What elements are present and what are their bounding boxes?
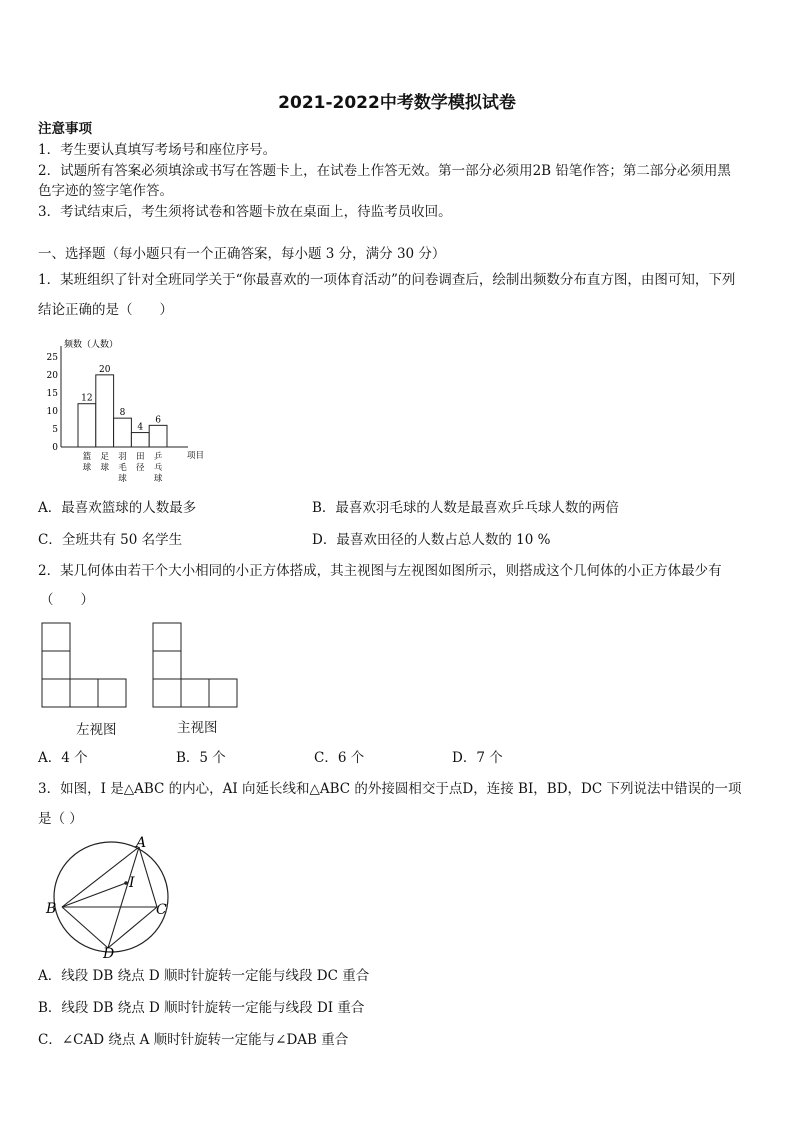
bar-value-label: 6	[155, 415, 161, 426]
segment-ad	[108, 847, 139, 948]
x-category-label: 足球	[100, 452, 109, 473]
segment-dc	[108, 907, 157, 948]
x-category-label: 羽毛球	[118, 452, 127, 484]
q3-option-c[interactable]: C．∠CAD 绕点 A 顺时针旋转一定能与∠DAB 重合	[38, 1032, 349, 1048]
bar-value-label: 8	[119, 408, 126, 419]
q3-stem: 3．如图，I 是△ABC 的内心，AI 向延长线和△ABC 的外接圆相交于点D，连接 BI，BD，DC 下列说法中错误的一项	[38, 781, 742, 797]
notice-item: 3．考试结束后，考生须将试卷和答题卡放在桌面上，待监考员收回。	[38, 204, 452, 220]
bar	[78, 404, 96, 447]
q1-option-c[interactable]: C．全班共有 50 名学生	[38, 532, 183, 548]
q3-circle-figure	[40, 836, 180, 960]
chart-xlabel: 项目	[187, 451, 205, 461]
bar	[149, 425, 167, 447]
label-i: I	[129, 875, 135, 891]
q2-option-a[interactable]: A．4 个	[38, 750, 88, 766]
notice-item: 色字迹的签字笔作答。	[38, 183, 173, 199]
q3-option-a[interactable]: A．线段 DB 绕点 D 顺时针旋转一定能与线段 DC 重合	[38, 968, 370, 984]
section-heading: 一、选择题（每小题只有一个正确答案，每小题 3 分，满分 30 分）	[38, 246, 446, 262]
segment-bi	[62, 883, 126, 907]
left-view-label: 左视图	[76, 722, 117, 738]
q2-option-d[interactable]: D．7 个	[452, 750, 503, 766]
y-tick-label: 10	[46, 406, 58, 417]
q1-option-d[interactable]: D．最喜欢田径的人数占总人数的 10 %	[312, 532, 551, 548]
q3-stem: 是（ ）	[38, 811, 83, 827]
bar	[96, 375, 114, 447]
bar	[131, 433, 149, 447]
q2-option-b[interactable]: B．5 个	[176, 750, 226, 766]
q1-option-a[interactable]: A．最喜欢篮球的人数最多	[38, 500, 197, 516]
bar-value-label: 12	[81, 393, 93, 404]
x-category-label: 乒乓球	[153, 452, 163, 484]
y-tick-label: 0	[52, 443, 58, 453]
q1-option-b[interactable]: B．最喜欢羽毛球的人数是最喜欢乒乓球人数的两倍	[312, 500, 619, 516]
bar	[114, 418, 132, 447]
notice-item: 2．试题所有答案必须填涂或书写在答题卡上，在试卷上作答无效。第一部分必须用2B 铅笔作答；第二部分必须用黑	[38, 163, 731, 179]
front-view-label: 主视图	[177, 720, 218, 736]
y-tick-label: 25	[46, 352, 58, 363]
q1-histogram	[38, 330, 218, 495]
bar-value-label: 20	[98, 364, 111, 375]
q3-option-b[interactable]: B．线段 DB 绕点 D 顺时针旋转一定能与线段 DI 重合	[38, 1000, 365, 1016]
q1-stem: 结论正确的是（ ）	[38, 302, 173, 318]
x-category-label: 篮球	[82, 452, 92, 473]
y-tick-label: 20	[46, 370, 58, 381]
bar-value-label: 4	[137, 422, 144, 433]
notice-heading: 注意事项	[38, 121, 92, 137]
segment-bd	[62, 907, 108, 948]
label-c: C	[156, 902, 167, 918]
segment-ac	[139, 847, 157, 907]
front-view-figure	[151, 620, 241, 710]
y-tick-label: 5	[52, 424, 58, 435]
page-title: 2021-2022中考数学模拟试卷	[278, 93, 516, 113]
x-category-label: 田径	[136, 452, 145, 473]
label-b: B	[46, 901, 57, 917]
q2-option-c[interactable]: C．6 个	[314, 750, 365, 766]
q2-stem: （ ）	[40, 592, 94, 608]
left-view-figure	[40, 620, 130, 710]
y-tick-label: 15	[46, 388, 58, 399]
label-d: D	[103, 946, 115, 960]
chart-ylabel: 频数（人数）	[64, 340, 119, 350]
q1-stem: 1．某班组织了针对全班同学关于“你最喜欢的一项体育活动”的问卷调查后，绘制出频数分布直方图，由图可知，下列	[38, 272, 736, 288]
q2-stem: 2．某几何体由若干个大小相同的小正方体搭成，其主视图与左视图如图所示，则搭成这个几何体的小正方体最少有	[38, 563, 722, 579]
notice-item: 1．考生要认真填写考场号和座位序号。	[38, 142, 277, 158]
circumcircle	[54, 842, 168, 952]
label-a: A	[136, 836, 147, 851]
point-i	[124, 881, 128, 885]
